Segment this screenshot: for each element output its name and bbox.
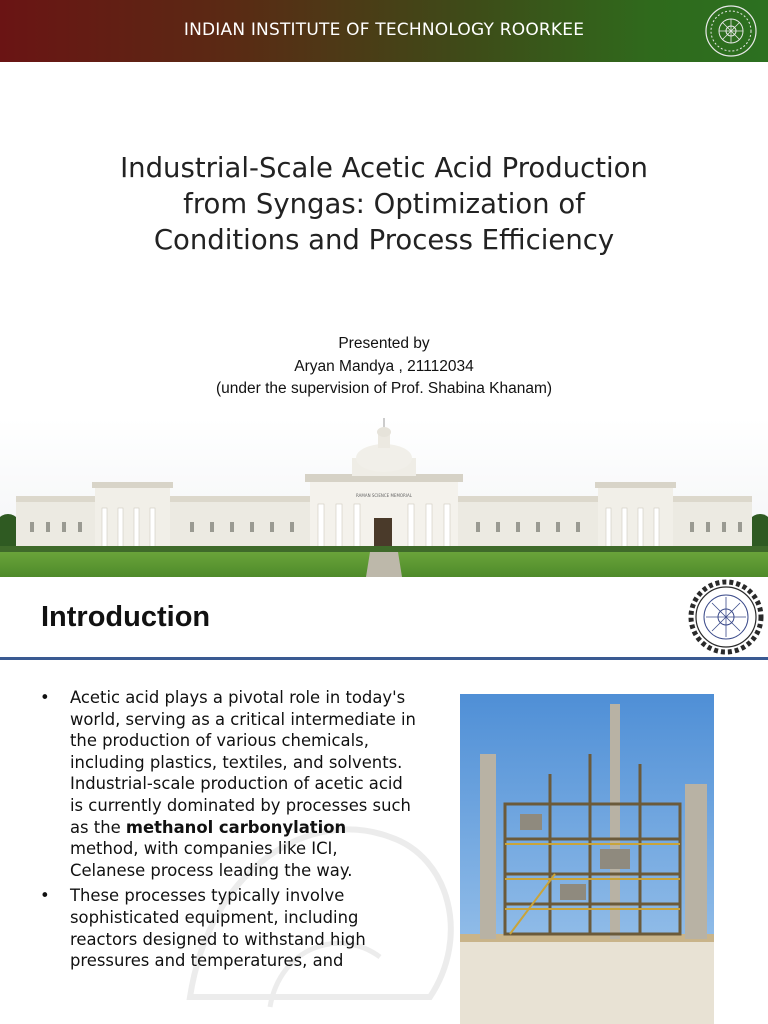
bullet-bold-term: methanol carbonylation xyxy=(125,817,347,837)
bullet-list xyxy=(36,687,416,976)
title-line: Industrial-Scale Acetic Acid Production xyxy=(120,152,648,184)
title-line: from Syngas: Optimization of xyxy=(183,188,585,220)
title-line: Conditions and Process Efficiency xyxy=(153,224,615,256)
header-band xyxy=(0,0,768,62)
slide-heading: Introduction xyxy=(41,601,211,633)
bullet-text: These processes typically involve sophisticated equipment, including reactors designed to withstand high pressures and temperatures, and xyxy=(70,886,366,971)
list-item xyxy=(36,885,416,971)
refinery-plant-photo xyxy=(460,694,714,1024)
presenter-block xyxy=(80,333,688,401)
main-building-photo xyxy=(0,418,768,577)
bullet-marker: • xyxy=(40,886,50,906)
supervisor-line: (under the supervision of Prof. Shabina Khanam) xyxy=(215,380,553,397)
iit-roorkee-gear-logo-icon xyxy=(686,577,766,657)
bullet-text: method, with companies like ICI, Celanese process leading the way. xyxy=(70,839,353,880)
building-facade-text: RAMAN SCIENCE MEMORIAL xyxy=(356,493,412,498)
presented-by-label: Presented by xyxy=(338,335,430,352)
list-item xyxy=(36,687,416,881)
presenter-name: Aryan Mandya , 21112034 xyxy=(294,357,474,375)
bullet-marker: • xyxy=(40,688,50,707)
bullet-text: Acetic acid plays a pivotal role in today's world, serving as a critical intermediate in the production of various chemicals, including plastics, textiles, and solvents. Industrial-scale production of acetic acid is currently dominated by processes such as the xyxy=(70,688,416,837)
iit-roorkee-logo-icon xyxy=(703,3,759,59)
introduction-slide xyxy=(0,577,768,1024)
institute-name: INDIAN INSTITUTE OF TECHNOLOGY ROORKEE xyxy=(183,20,585,40)
presentation-title xyxy=(60,150,708,258)
heading-divider xyxy=(0,657,768,660)
